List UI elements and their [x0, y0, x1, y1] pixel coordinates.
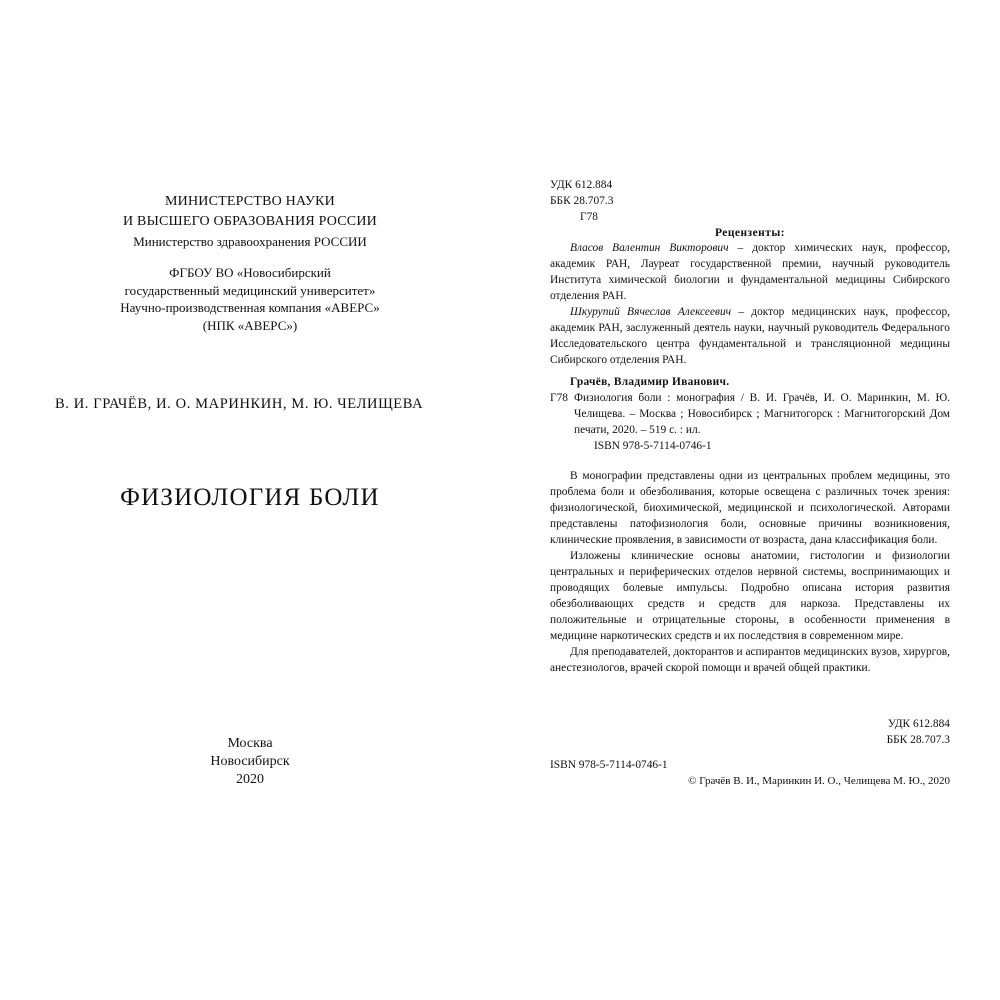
ministry-line: МИНИСТЕРСТВО НАУКИ — [165, 194, 335, 209]
udk-code: УДК 612.884 — [550, 179, 613, 191]
bbk-code: ББК 28.707.3 — [550, 195, 614, 207]
catalog-record — [550, 374, 950, 454]
book-title: ФИЗИОЛОГИЯ БОЛИ — [120, 484, 380, 511]
reviewer-entry — [550, 240, 950, 304]
udk-code: УДК 612.884 — [887, 718, 950, 730]
reviewer-entry — [550, 304, 950, 368]
catalog-description: Физиология боли : монография / В. И. Грачёв, И. О. Маринкин, М. Ю. Челищева. – Москва ; Новосибирск ; Магнитогорск : Магнитогорский Дом печати, 2020. – 519 с. : ил. — [574, 392, 950, 436]
ministry-science-heading — [0, 192, 500, 232]
reviewer-name: Шкурупий Вячеслав Алексеевич — [570, 306, 732, 318]
catalog-isbn: ISBN 978-5-7114-0746-1 — [594, 440, 712, 452]
abstract-paragraph: Для преподавателей, докторантов и аспирантов медицинских вузов, хирургов, анестезиологов, врачей скорой помощи и врачей общей практики. — [550, 646, 950, 674]
catalog-row — [550, 390, 950, 438]
abstract-block — [550, 468, 950, 676]
institution-line: Научно-производственная компания «АВЕРС» — [120, 300, 380, 315]
author-mark-code: Г78 — [580, 211, 598, 223]
isbn-line: ISBN 978-5-7114-0746-1 — [550, 759, 668, 771]
imprint-year: 2020 — [236, 772, 264, 787]
institutions-block — [0, 264, 500, 334]
authors-line: В. И. ГРАЧЁВ, И. О. МАРИНКИН, М. Ю. ЧЕЛИЩЕВА — [55, 396, 424, 412]
catalog-author: Грачёв, Владимир Иванович. — [570, 376, 730, 388]
abstract-paragraph: В монографии представлены одни из центральных проблем медицины, это проблема боли и обезболивания, которые освещена с различных точек зрения: физиологической, биохимической, медицинской и психологической. Авторами представлены патофизиология боли, основные причины возникновения, клинические проявления, в зависимости от возраста, дана классификация боли. — [550, 470, 950, 546]
imprint-block — [0, 735, 500, 789]
imprint-city: Новосибирск — [210, 754, 290, 769]
institution-line: ФГБОУ ВО «Новосибирский — [169, 265, 331, 280]
institution-line: (НПК «АВЕРС») — [202, 317, 298, 333]
reviewers-heading: Рецензенты: — [714, 227, 786, 239]
catalog-code: Г78 — [550, 392, 568, 404]
ministry-health-heading: Министерство здравоохранения РОССИИ — [133, 234, 367, 249]
reviewer-name: Власов Валентин Викторович — [570, 242, 729, 254]
reviewer-credentials: – доктор химических наук, профессор, академик РАН, Лауреат государственной премии, научный руководитель Института химической биологии и фундаментальной медицины Сибирского отделения РАН. — [550, 242, 951, 302]
classification-codes-top — [550, 177, 670, 225]
classification-codes-bottom — [850, 716, 950, 748]
abstract-paragraph: Изложены клинические основы анатомии, гистологии и физиологии центральных и периферических отделов нервной системы, воспринимающих и проводящих болевые импульсы. Подробно описана история развития обезболивающих средств и средств для наркоза. Представлены их положительные и отрицательные стороны, в особенности применения в медицине наркотических средств и их последствия в современном мире. — [550, 550, 950, 642]
reviewer-credentials: – доктор медицинских наук, профессор, академик РАН, заслуженный деятель науки, научный руководитель Федерального Исследовательского центра фундаментальной и трансляционной медицины Сибирского отделения РАН. — [550, 306, 951, 366]
ministry-line: И ВЫСШЕГО ОБРАЗОВАНИЯ РОССИИ — [123, 214, 377, 229]
bbk-code: ББК 28.707.3 — [886, 734, 950, 746]
copyright-line: © Грачёв В. И., Маринкин И. О., Челищева М. Ю., 2020 — [688, 775, 950, 787]
imprint-city: Москва — [227, 736, 273, 751]
institution-line: государственный медицинский университет» — [124, 282, 376, 298]
